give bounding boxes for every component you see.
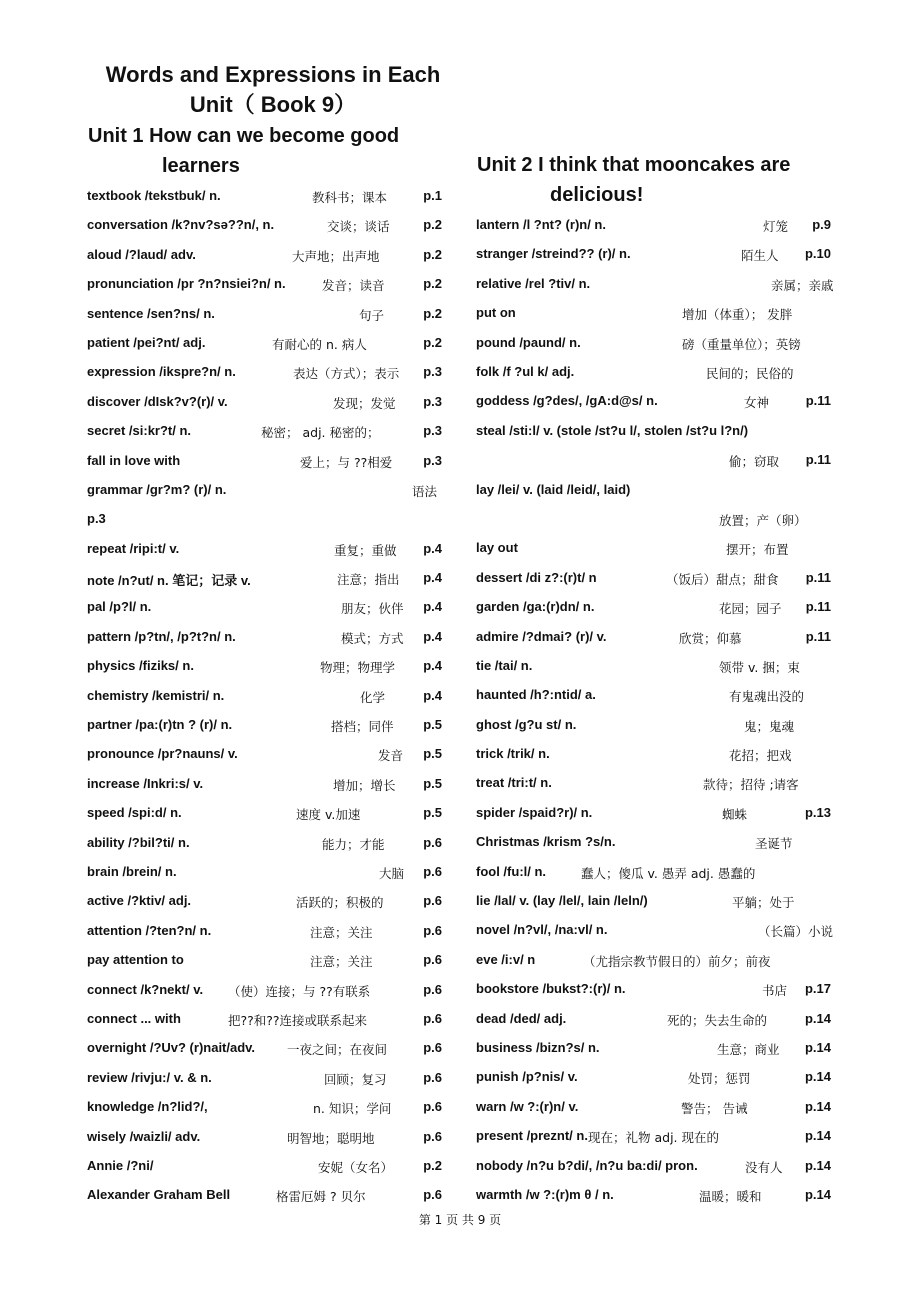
entry-meaning: 把??和??连接或联系起来 (228, 1012, 368, 1028)
entry-page: p.5 (423, 717, 442, 733)
entry-page: p.11 (805, 599, 831, 615)
word-entry (87, 770, 442, 799)
word-entry (87, 711, 442, 740)
entry-word: connect /k?nekt/ v. (87, 981, 204, 997)
entry-word: aloud /?laud/ adv. (87, 246, 196, 262)
entry-meaning: 增加；增长 (333, 777, 396, 793)
entry-word: relative /rel ?tiv/ n. (476, 275, 591, 291)
entry-meaning: 一夜之间；在夜间 (287, 1042, 388, 1058)
word-entry (87, 388, 442, 417)
entry-word: note /n?ut/ n. 笔记；记录 v. (87, 573, 251, 589)
entry-meaning: 语法 (412, 483, 438, 499)
entry-page: p.6 (423, 1128, 442, 1144)
word-entry (87, 917, 442, 946)
entry-meaning: 注意；关注 (310, 954, 373, 970)
entry-meaning: 秘密； adj. 秘密的； (261, 425, 380, 441)
entry-word: nobody /n?u b?di/, /n?u ba:di/ pron. (476, 1157, 698, 1173)
entry-page: p.5 (423, 805, 442, 821)
unit-2-word-list (476, 211, 834, 1210)
entry-word: business /bizn?s/ n. (476, 1039, 600, 1055)
entry-word: bookstore /bukst?:(r)/ n. (476, 981, 626, 997)
entry-meaning: 发音；读音 (322, 278, 385, 294)
page-footer: 第 1 页 共 9 页 (418, 1213, 502, 1227)
word-entry (476, 1063, 831, 1092)
entry-meaning: 模式；方式 (341, 630, 404, 646)
entry-page: p.4 (423, 540, 442, 556)
entry-word: secret /si:kr?t/ n. (87, 423, 192, 439)
word-entry (87, 535, 442, 564)
entry-word: fool /fu:l/ n. (476, 863, 547, 879)
unit-1-heading (88, 121, 456, 181)
word-entry (476, 681, 831, 710)
entry-word: textbook /tekstbuk/ n. (87, 188, 221, 203)
title-line-2: Unit（ Book 9） (189, 92, 357, 117)
word-entry (476, 799, 831, 828)
word-entry (476, 858, 831, 887)
entry-meaning: 交谈；谈话 (327, 219, 390, 235)
entry-meaning: 注意；关注 (310, 924, 373, 940)
unit-2-heading-line-2: delicious! (550, 184, 644, 206)
entry-meaning: 蠢人；傻瓜 v. 愚弄 adj. 愚蠢的 (581, 865, 756, 881)
entry-meaning: 爱上；与 ??相爱 (300, 454, 393, 470)
entry-page: p.6 (423, 922, 442, 938)
entry-word: fall in love with (87, 452, 181, 468)
entry-meaning: 现在；礼物 adj. 现在的 (588, 1130, 719, 1146)
entry-meaning: （使）连接；与 ??有联系 (228, 983, 371, 999)
entry-meaning: 格雷厄姆 ? 贝尔 (276, 1189, 366, 1205)
entry-page: p.6 (423, 1010, 442, 1026)
entry-meaning: 摆开；布置 (726, 542, 789, 558)
unit-1-heading-line-2: learners (162, 155, 240, 177)
entry-word: ghost /g?u st/ n. (476, 716, 577, 732)
entry-page: p.2 (423, 334, 442, 350)
entry-word: lantern /l ?nt? (r)n/ n. (476, 217, 606, 232)
entry-meaning-continued: 偷；窃取 (729, 453, 780, 469)
entry-meaning: 明智地；聪明地 (287, 1130, 375, 1146)
entry-word: review /rivju:/ v. & n. (87, 1069, 212, 1085)
entry-meaning: 教科书；课本 (312, 190, 388, 205)
entry-word: Alexander Graham Bell (87, 1187, 231, 1203)
entry-word: discover /dIsk?v?(r)/ v. (87, 393, 228, 409)
word-entry (87, 358, 442, 387)
word-entry (87, 858, 442, 887)
word-entry (476, 1034, 831, 1063)
word-entry (476, 740, 831, 769)
entry-page: p.6 (423, 952, 442, 968)
entry-word: Annie /?ni/ (87, 1157, 154, 1173)
entry-meaning: 物理；物理学 (320, 660, 396, 676)
entry-meaning: 亲属；亲戚 (771, 277, 834, 293)
entry-word: chemistry /kemistri/ n. (87, 687, 225, 703)
word-entry (476, 623, 831, 652)
entry-word: grammar /gr?m? (r)/ n. (87, 481, 227, 497)
entry-page: p.9 (812, 217, 831, 232)
word-entry (476, 417, 831, 476)
entry-word: warmth /w ?:(r)m θ / n. (476, 1186, 614, 1202)
entry-word: speed /spi:d/ n. (87, 805, 182, 821)
entry-page: p.4 (423, 658, 442, 674)
word-entry (87, 300, 442, 329)
entry-word: pay attention to (87, 952, 184, 968)
entry-page: p.4 (423, 570, 442, 586)
entry-page: p.14 (804, 1039, 831, 1055)
entry-page: p.4 (423, 628, 442, 644)
entry-word: stranger /streind?? (r)/ n. (476, 246, 631, 262)
word-entry (476, 828, 831, 857)
word-entry (476, 358, 831, 387)
entry-page: p.5 (423, 775, 442, 791)
entry-word: brain /brein/ n. (87, 864, 177, 879)
entry-word: attention /?ten?n/ n. (87, 922, 212, 938)
entry-meaning: 陌生人 (741, 248, 779, 264)
entry-page: p.4 (423, 599, 442, 615)
entry-meaning: 大脑 (379, 866, 405, 881)
entry-page: p.2 (423, 305, 442, 321)
entry-page: p.4 (423, 687, 442, 703)
entry-page: p.11 (805, 569, 831, 585)
entry-word: ability /?bil?ti/ n. (87, 834, 190, 850)
word-entry (87, 887, 442, 916)
entry-word: tie /tai/ n. (476, 657, 533, 673)
entry-meaning: 没有人 (745, 1159, 783, 1175)
word-entry (87, 1034, 442, 1063)
title-line-1: Words and Expressions in Each (105, 62, 441, 87)
word-entry (476, 270, 834, 299)
entry-word: warn /w ?:(r)n/ v. (476, 1098, 579, 1114)
entry-meaning: 蜘蛛 (722, 806, 748, 822)
word-entry (87, 1123, 442, 1152)
entry-page: p.14 (804, 1157, 831, 1173)
entry-page: p.11 (805, 628, 831, 644)
entry-meaning: （饭后）甜点；甜食 (666, 571, 779, 587)
word-entry (87, 241, 442, 270)
entry-meaning: n. 知识；学问 (313, 1101, 392, 1117)
entry-page: p.5 (423, 746, 442, 762)
word-entry (87, 211, 442, 240)
entry-page: p.6 (423, 1069, 442, 1085)
entry-word: steal /sti:l/ v. (stole /st?u l/, stolen /st?u l?n/) (476, 422, 749, 438)
entry-meaning: 领带 v. 捆；束 (719, 659, 800, 675)
entry-word: lay out (476, 540, 518, 556)
word-entry (476, 975, 831, 1004)
entry-page: p.14 (804, 1186, 831, 1202)
entry-page: p.10 (804, 246, 831, 262)
entry-word: conversation /k?nv?sə??n/, n. (87, 217, 275, 233)
entry-page: p.3 (423, 423, 442, 439)
entry-page-continued: p.11 (805, 451, 831, 467)
entry-page: p.3 (423, 452, 442, 468)
entry-page: p.6 (423, 1040, 442, 1056)
word-entry (87, 447, 442, 476)
entry-word: admire /?dmai? (r)/ v. (476, 628, 607, 644)
entry-meaning: 有鬼魂出没的 (729, 689, 805, 705)
entry-meaning: （长篇）小说 (758, 924, 834, 940)
entry-page: p.6 (423, 981, 442, 997)
word-entry (476, 387, 831, 416)
entry-meaning: 圣诞节 (755, 836, 793, 852)
entry-meaning: 回顾；复习 (324, 1071, 387, 1087)
entry-word: treat /tri:t/ n. (476, 775, 552, 791)
document-title (88, 60, 458, 120)
entry-word: put on (476, 305, 516, 321)
entry-page: p.6 (423, 864, 442, 879)
entry-meaning: 书店 (762, 983, 788, 999)
entry-word: sentence /sen?ns/ n. (87, 305, 215, 321)
entry-word: wisely /waizli/ adv. (87, 1128, 201, 1144)
entry-meaning: 速度 v.加速 (296, 807, 361, 823)
entry-word: novel /n?vl/, /na:vl/ n. (476, 922, 608, 938)
entry-meaning: 鬼；鬼魂 (744, 718, 795, 734)
entry-meaning: 女神 (744, 395, 770, 411)
entry-word: patient /pei?nt/ adj. (87, 334, 206, 350)
entry-word: connect ... with (87, 1010, 181, 1026)
entry-word: active /?ktiv/ adj. (87, 893, 192, 909)
word-entry (476, 1122, 831, 1151)
entry-word: physics /fiziks/ n. (87, 658, 194, 674)
word-entry (87, 476, 442, 535)
entry-word: expression /ikspre?n/ n. (87, 364, 236, 380)
entry-meaning: 安妮（女名） (318, 1159, 394, 1175)
entry-page: p.3 (423, 364, 442, 380)
word-entry (87, 182, 442, 211)
entry-meaning: 处罚；惩罚 (688, 1071, 751, 1087)
entry-page: p.6 (423, 893, 442, 909)
word-entry (87, 976, 442, 1005)
word-entry (476, 1181, 831, 1210)
word-entry (87, 564, 442, 593)
word-entry (476, 1152, 831, 1181)
word-entry (87, 829, 442, 858)
entry-word: spider /spaid?r)/ n. (476, 804, 593, 820)
word-entry (476, 711, 831, 740)
entry-word: pronunciation /pr ?n?nsiei?n/ n. (87, 276, 286, 292)
entry-meaning: 注意；指出 (337, 572, 400, 588)
entry-word: lie /lal/ v. (lay /lel/, lain /leln/) (476, 893, 648, 909)
entry-meaning: 花园；园子 (719, 601, 782, 617)
entry-page: p.13 (804, 804, 831, 820)
entry-meaning: 增加（体重）； 发胖 (682, 307, 793, 323)
entry-meaning: 发现；发觉 (333, 395, 396, 411)
entry-meaning: 民间的；民俗的 (706, 365, 794, 381)
entry-page: p.17 (804, 981, 831, 997)
entry-page: p.14 (804, 1098, 831, 1114)
entry-meaning: 警告； 告诫 (681, 1100, 748, 1116)
entry-meaning: 死的；失去生命的 (667, 1012, 768, 1028)
word-entry (476, 769, 831, 798)
entry-page: p.14 (804, 1010, 831, 1026)
word-entry (87, 740, 442, 769)
entry-page: p.14 (804, 1069, 831, 1085)
word-entry (476, 593, 831, 622)
word-entry (87, 1181, 442, 1210)
word-entry (476, 534, 831, 563)
word-entry (476, 299, 831, 328)
entry-word: pattern /p?tn/, /p?t?n/ n. (87, 628, 236, 644)
unit-1-word-list (87, 182, 442, 1211)
word-entry (87, 1064, 442, 1093)
word-entry (87, 1005, 442, 1034)
entry-word: haunted /h?:ntid/ a. (476, 687, 596, 703)
entry-meaning: 款待；招待 ;请客 (703, 777, 799, 793)
entry-page: p.6 (423, 834, 442, 850)
entry-meaning: 重复；重做 (334, 542, 397, 558)
entry-word: present /preznt/ n. (476, 1128, 588, 1144)
word-entry (476, 946, 831, 975)
entry-word: punish /p?nis/ v. (476, 1069, 578, 1085)
unit-2-heading (477, 150, 837, 210)
entry-page: p.2 (423, 217, 442, 233)
entry-meaning: 朋友；伙伴 (341, 601, 404, 617)
entry-page: p.6 (423, 1099, 442, 1115)
entry-page-continued: p.3 (87, 510, 106, 526)
entry-page: p.2 (423, 246, 442, 262)
word-entry (87, 946, 442, 975)
entry-word: lay /lei/ v. (laid /leid/, laid) (476, 481, 631, 497)
entry-word: dessert /di z?:(r)t/ n (476, 569, 597, 585)
entry-page: p.6 (423, 1187, 442, 1203)
entry-word: folk /f ?ul k/ adj. (476, 363, 575, 379)
word-entry (87, 1152, 442, 1181)
entry-word: pound /paund/ n. (476, 334, 581, 350)
entry-page: p.3 (423, 393, 442, 409)
word-entry (476, 476, 831, 535)
entry-word: pal /p?l/ n. (87, 599, 152, 615)
entry-meaning: （尤指宗教节假日的）前夕；前夜 (583, 953, 771, 969)
word-entry (476, 887, 831, 916)
word-entry (87, 1093, 442, 1122)
entry-meaning: 平躺；处于 (732, 895, 795, 911)
entry-meaning: 灯笼 (763, 219, 789, 234)
word-entry (476, 1005, 831, 1034)
entry-word: pronounce /pr?nauns/ v. (87, 746, 238, 762)
word-entry (87, 623, 442, 652)
entry-word: goddess /g?des/, /gA:d@s/ n. (476, 393, 658, 409)
word-entry (476, 329, 831, 358)
entry-meaning: 活跃的；积极的 (296, 895, 384, 911)
entry-page: p.14 (804, 1128, 831, 1144)
entry-meaning: 化学 (360, 689, 386, 705)
entry-page: p.11 (805, 393, 831, 409)
word-entry (476, 916, 834, 945)
entry-word: overnight /?Uv? (r)nait/adv. (87, 1040, 256, 1056)
entry-word: garden /ga:(r)dn/ n. (476, 599, 595, 615)
entry-meaning: 大声地；出声地 (292, 248, 380, 264)
entry-meaning: 磅（重量单位）；英镑 (682, 336, 801, 352)
word-entry (87, 652, 442, 681)
entry-meaning: 温暖；暖和 (699, 1188, 762, 1204)
entry-word: increase /Inkri:s/ v. (87, 775, 204, 791)
word-entry (87, 593, 442, 622)
entry-meaning-continued: 放置；产（卵） (719, 512, 807, 528)
entry-word: partner /pa:(r)tn ? (r)/ n. (87, 717, 233, 733)
unit-2-heading-line-1: Unit 2 I think that mooncakes are (477, 154, 791, 176)
word-entry (476, 240, 831, 269)
entry-word: eve /i:v/ n (476, 951, 536, 967)
entry-word: dead /ded/ adj. (476, 1010, 567, 1026)
entry-meaning: 搭档；同伴 (331, 719, 394, 735)
word-entry (87, 417, 442, 446)
word-entry (87, 799, 442, 828)
entry-meaning: 能力；才能 (322, 836, 385, 852)
entry-meaning: 生意；商业 (717, 1041, 780, 1057)
entry-meaning: 句子 (359, 307, 385, 323)
word-entry (87, 270, 442, 299)
entry-page: p.2 (423, 276, 442, 292)
unit-1-heading-line-1: Unit 1 How can we become good (88, 125, 400, 147)
word-entry (476, 564, 831, 593)
entry-page: p.1 (423, 188, 442, 203)
entry-word: trick /trik/ n. (476, 746, 550, 762)
entry-meaning: 花招；把戏 (729, 748, 792, 764)
entry-word: knowledge /n?lid?/, (87, 1099, 208, 1115)
entry-meaning: 发音 (378, 748, 404, 764)
word-entry (87, 682, 442, 711)
entry-meaning: 有耐心的 n. 病人 (272, 336, 367, 352)
entry-word: repeat /ripi:t/ v. (87, 540, 180, 556)
word-entry (87, 329, 442, 358)
entry-page: p.2 (423, 1157, 442, 1173)
word-entry (476, 1093, 831, 1122)
word-entry (476, 652, 831, 681)
entry-meaning: 欣赏；仰慕 (679, 630, 742, 646)
entry-meaning: 表达（方式）；表示 (293, 366, 400, 382)
word-entry (476, 211, 831, 240)
entry-word: Christmas /krism ?s/n. (476, 834, 616, 850)
